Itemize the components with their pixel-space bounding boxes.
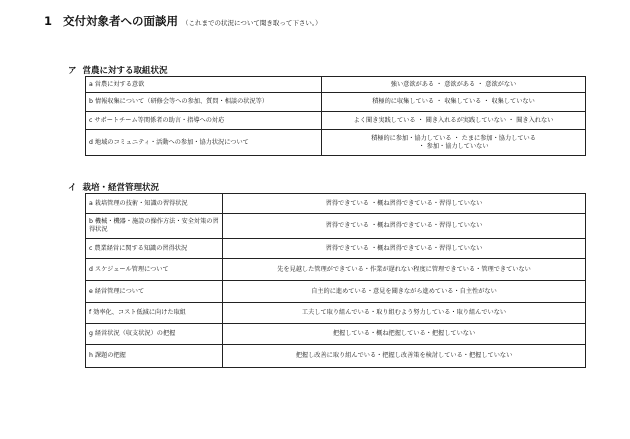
section-a-mark: ア bbox=[68, 66, 77, 76]
table-row bbox=[86, 302, 585, 323]
row-options: 習得できている ・概ね習得できている・習得していない bbox=[325, 222, 483, 229]
table-row bbox=[86, 213, 585, 238]
section-b-title: 栽培・経営管理状況 bbox=[82, 183, 160, 193]
section-b-mark: イ bbox=[68, 183, 77, 193]
row-options: 積極的に参加・協力している ・ たまに参加・協力している ・ 参加・協力していない bbox=[371, 134, 536, 150]
heading-number: 1 bbox=[44, 14, 53, 28]
table-row bbox=[86, 111, 585, 129]
row-options: 習得できている ・概ね習得できている・習得していない bbox=[325, 199, 483, 207]
row-label: a 栽培管理の技術・知識の習得状況 bbox=[86, 194, 223, 213]
table-row bbox=[86, 92, 585, 111]
table-row bbox=[86, 344, 585, 367]
row-label: d スケジュール管理について bbox=[86, 259, 223, 280]
section-a-title: 営農に対する取組状況 bbox=[82, 66, 168, 76]
table-row bbox=[86, 280, 585, 302]
table-row bbox=[86, 323, 585, 344]
row-options: 工夫して取り組んでいる・取り組むよう努力している・取り組んでいない bbox=[301, 309, 507, 316]
form-heading bbox=[44, 13, 604, 29]
row-label: g 経営状況（収支状況）の把握 bbox=[86, 324, 223, 344]
section-b-heading bbox=[68, 181, 159, 193]
table-row bbox=[86, 238, 585, 258]
table-row bbox=[86, 129, 585, 155]
table-row bbox=[86, 194, 585, 213]
row-options: 積極的に収集している ・ 収集している ・ 収集していない bbox=[372, 98, 535, 105]
row-options: 習得できている ・概ね習得できている・習得していない bbox=[325, 244, 483, 252]
section-a-table bbox=[85, 76, 586, 156]
section-a-heading bbox=[68, 64, 168, 76]
heading-note: （これまでの状況について聞き取って下さい。） bbox=[182, 19, 322, 27]
row-label: b 機械・機器・施設の操作方法・安全対策の習得状況 bbox=[86, 214, 223, 238]
table-row bbox=[86, 258, 585, 280]
row-label: c 農業経営に関する知識の習得状況 bbox=[86, 239, 223, 258]
row-label: f 効率化、コスト低減に向けた取組 bbox=[86, 303, 223, 323]
heading-title: 交付対象者への面談用 bbox=[63, 14, 179, 28]
row-label: h 課題の把握 bbox=[86, 345, 223, 367]
section-b-table bbox=[85, 193, 586, 368]
row-options: 先を見越した管理ができている・作業が遅れない程度に管理できている・管理できていない bbox=[277, 265, 531, 273]
row-options: よく聞き実践している ・ 聞き入れるが実践していない ・ 聞き入れない bbox=[353, 116, 554, 124]
row-label: c サポートチーム等関係者の助言・指導への対応 bbox=[86, 112, 322, 129]
row-options: 自主的に進めている・意見を聞きながら進めている・自主性がない bbox=[311, 287, 497, 295]
row-label: b 情報収集について（研修会等への参加、質問・相談の状況等） bbox=[86, 93, 322, 111]
row-options: 強い意欲がある ・ 意欲がある ・ 意欲がない bbox=[390, 80, 517, 88]
row-label: a 営農に対する意欲 bbox=[86, 77, 322, 92]
row-label: e 経営管理について bbox=[86, 281, 223, 302]
row-options: 把握している・概ね把握している・把握していない bbox=[332, 330, 476, 337]
table-row bbox=[86, 77, 585, 92]
row-label: d 地域のコミュニティ・活動への参加・協力状況について bbox=[86, 130, 322, 155]
row-options: 把握し改善に取り組んでいる・把握し改善策を検討している・把握していない bbox=[295, 352, 513, 359]
